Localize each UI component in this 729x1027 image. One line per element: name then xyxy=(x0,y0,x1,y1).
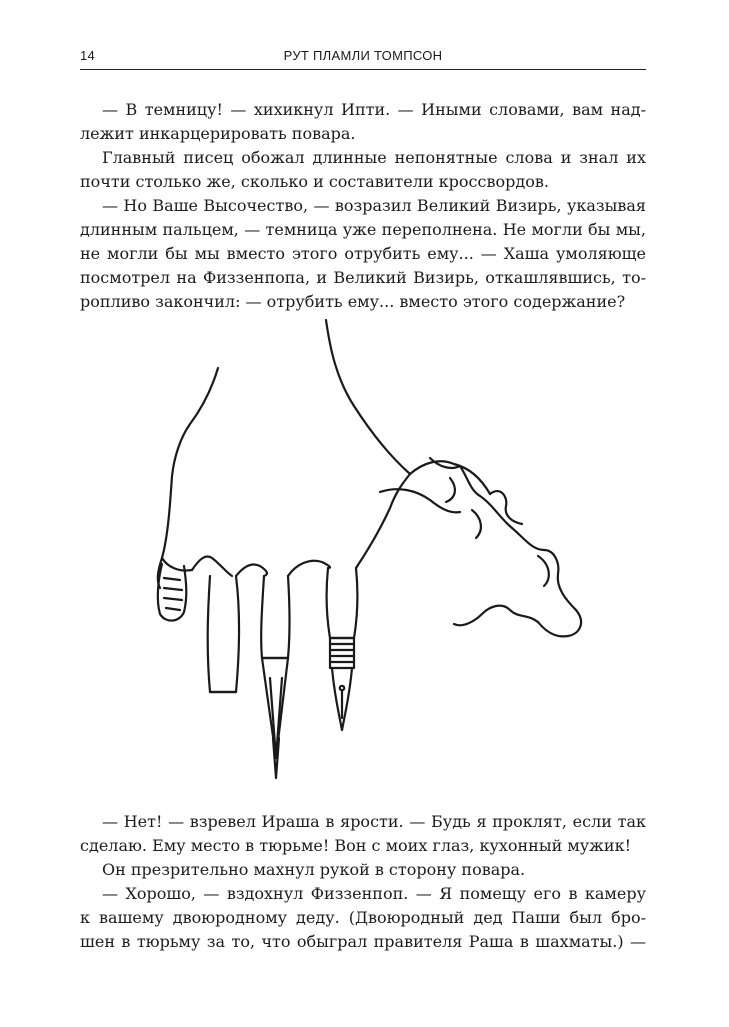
text-line: ропливо закончил: — отрубить ему... вместо этого содержание? xyxy=(80,292,626,311)
text-line: — Нет! — взревел Ираша в ярости. — Будь я проклят, если так xyxy=(102,812,646,831)
text-line: к вашему двоюродному деду. (Двоюродный дед Паши был бро- xyxy=(80,908,646,927)
text-line: длинным пальцем, — темница уже переполнена. Не могли бы мы, xyxy=(80,220,646,239)
text-line: сделаю. Ему место в тюрьме! Вон с моих глаз, кухонный мужик! xyxy=(80,836,631,855)
paragraph xyxy=(80,146,646,194)
paragraph xyxy=(80,194,646,314)
hand-illustration xyxy=(140,318,600,800)
text-line: — Но Ваше Высочество, — возразил Великий Визирь, указывая xyxy=(102,196,646,215)
text-line: — Хорошо, — вздохнул Физзенпоп. — Я помещу его в камеру xyxy=(102,884,646,903)
text-line: Главный писец обожал длинные непонятные слова и знал их xyxy=(102,148,646,167)
header-rule xyxy=(80,69,646,70)
hand-with-pencil-and-pen-fingers-icon xyxy=(140,318,600,800)
paragraph xyxy=(80,882,646,954)
text-line: лежит инкарцерировать повара. xyxy=(80,124,356,143)
text-line: — В темницу! — хихикнул Ипти. — Иными словами, вам над- xyxy=(102,100,646,119)
running-title: РУТ ПЛАМЛИ ТОМПСОН xyxy=(283,48,443,63)
running-header xyxy=(80,44,646,70)
text-line: шен в тюрьму за то, что обыграл правителя Раша в шахматы.) — xyxy=(80,932,646,951)
text-line: почти столько же, сколько и составители кроссвордов. xyxy=(80,172,549,191)
text-line: Он презрительно махнул рукой в сторону повара. xyxy=(102,860,526,879)
paragraph xyxy=(80,810,646,858)
text-line: не могли бы мы вместо этого отрубить ему... — Хаша умоляюще xyxy=(80,244,646,263)
paragraph xyxy=(80,858,646,882)
paragraph xyxy=(80,98,646,146)
page-number: 14 xyxy=(80,48,96,63)
text-line: посмотрел на Физзенпопа, и Великий Визирь, откашлявшись, то- xyxy=(80,268,646,287)
